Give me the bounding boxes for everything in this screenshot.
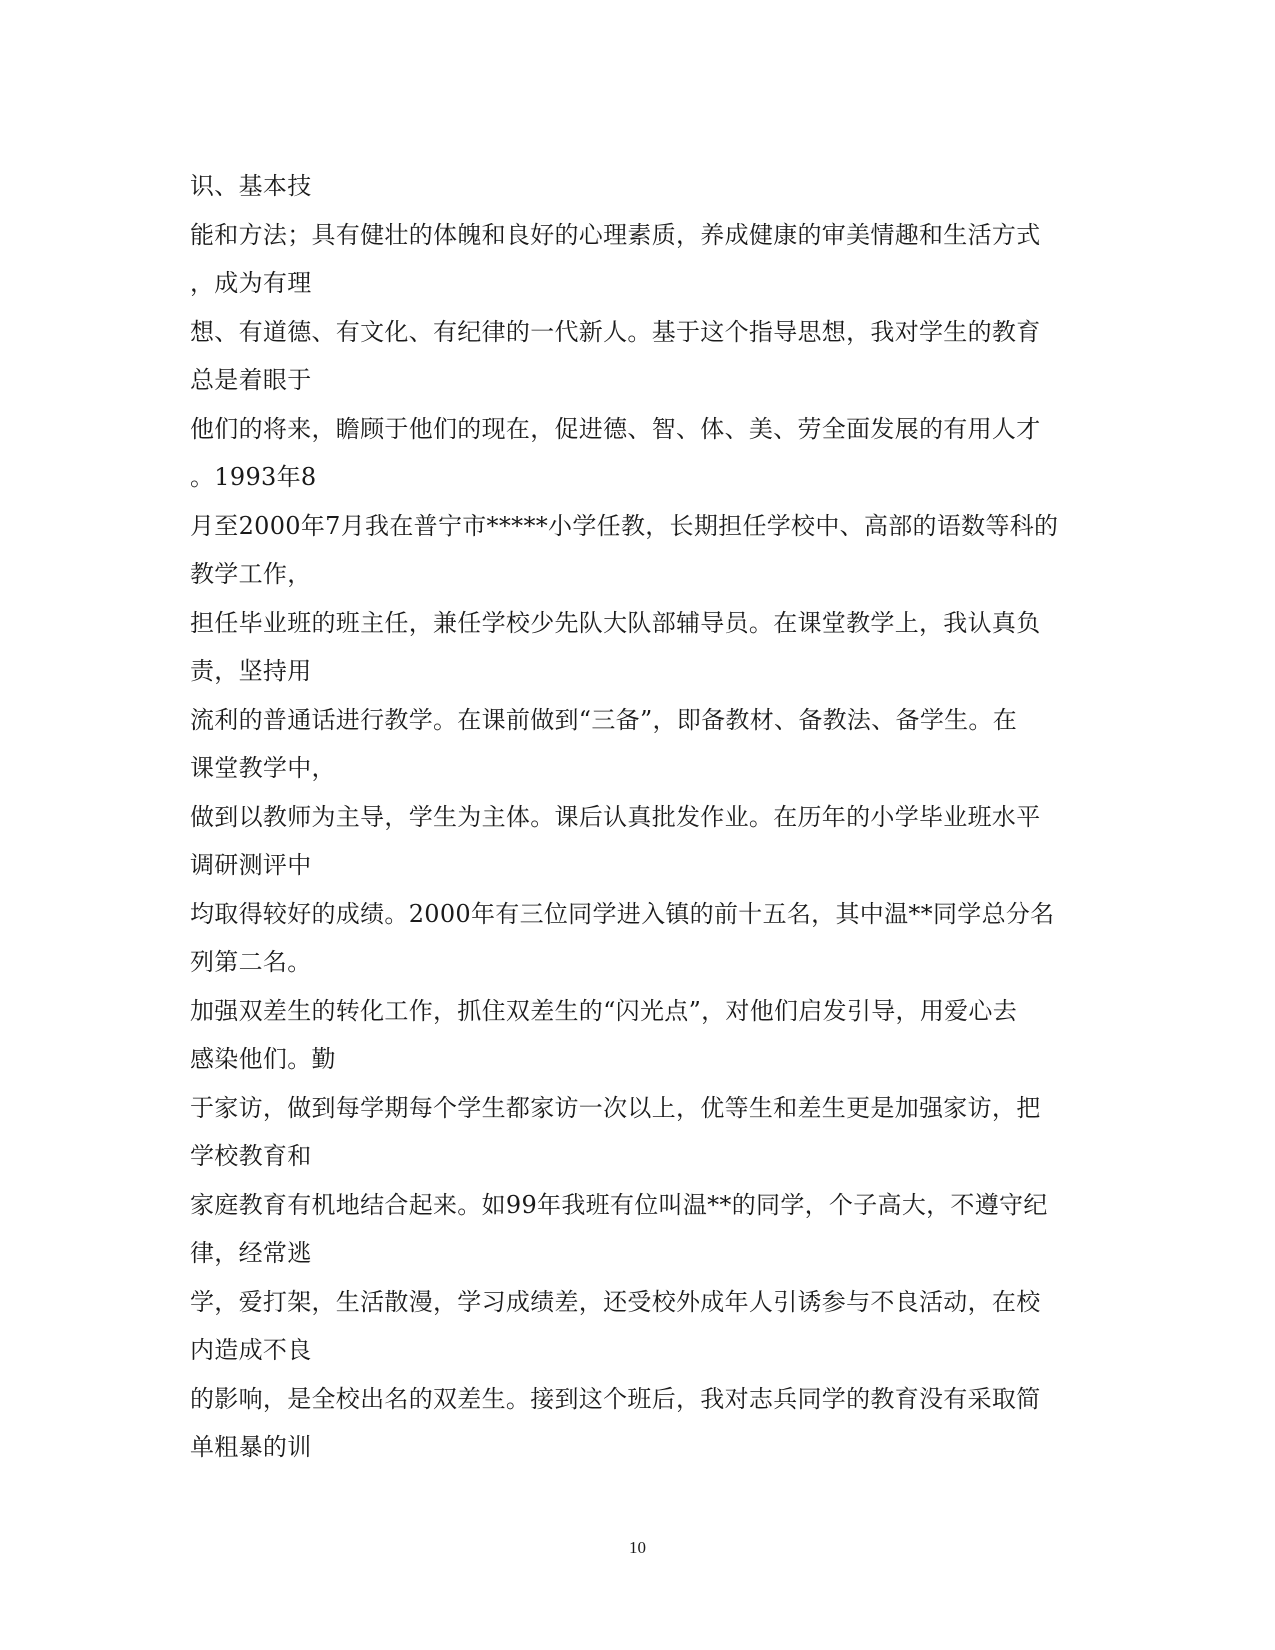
text-line: 能和方法；具有健壮的体魄和良好的心理素质，养成健康的审美情趣和生活方式	[190, 220, 1041, 249]
text-line: 识、基本技	[190, 172, 312, 200]
text-line: 列第二名。	[190, 948, 312, 976]
text-line: 家庭教育有机地结合起来。如99年我班有位叫温**的同学，个子高大，不遵守纪	[190, 1190, 1048, 1219]
text-line: 均取得较好的成绩。2000年有三位同学进入镇的前十五名，其中温**同学总分名	[190, 899, 1055, 928]
text-line: 学，爱打架，生活散漫，学习成绩差，还受校外成年人引诱参与不良活动，在校	[190, 1287, 1041, 1316]
text-line: 月至2000年7月我在普宁市*****小学任教，长期担任学校中、高部的语数等科的	[190, 511, 1059, 540]
text-line: 责，坚持用	[190, 657, 312, 685]
body-text	[190, 162, 1070, 1472]
page-number: 10	[629, 1538, 646, 1557]
text-line: 做到以教师为主导，学生为主体。课后认真批发作业。在历年的小学毕业班水平	[190, 802, 1041, 831]
text-line: 担任毕业班的班主任，兼任学校少先队大队部辅导员。在课堂教学上，我认真负	[190, 608, 1041, 637]
text-line: 于家访，做到每学期每个学生都家访一次以上，优等生和差生更是加强家访，把	[190, 1093, 1041, 1122]
text-line: 律，经常逃	[190, 1239, 312, 1267]
text-line: 。1993年8	[190, 463, 317, 491]
text-line: 流利的普通话进行教学。在课前做到“三备”，即备教材、备教法、备学生。在	[190, 705, 1018, 734]
text-line: 课堂教学中，	[190, 754, 336, 782]
text-line: 总是着眼于	[190, 366, 312, 394]
text-line: 调研测评中	[190, 851, 312, 879]
text-line: 内造成不良	[190, 1336, 312, 1364]
text-line: 单粗暴的训	[190, 1433, 312, 1461]
text-line: 感染他们。勤	[190, 1045, 336, 1073]
text-line: 教学工作，	[190, 560, 312, 588]
text-line: 的影响，是全校出名的双差生。接到这个班后，我对志兵同学的教育没有采取简	[190, 1384, 1041, 1413]
text-line: 他们的将来，瞻顾于他们的现在，促进德、智、体、美、劳全面发展的有用人才	[190, 414, 1041, 443]
text-line: 学校教育和	[190, 1142, 312, 1170]
text-line: 加强双差生的转化工作，抓住双差生的“闪光点”，对他们启发引导，用爱心去	[190, 996, 1018, 1025]
text-line: 想、有道德、有文化、有纪律的一代新人。基于这个指导思想，我对学生的教育	[190, 317, 1041, 346]
text-line: ，成为有理	[190, 269, 312, 297]
